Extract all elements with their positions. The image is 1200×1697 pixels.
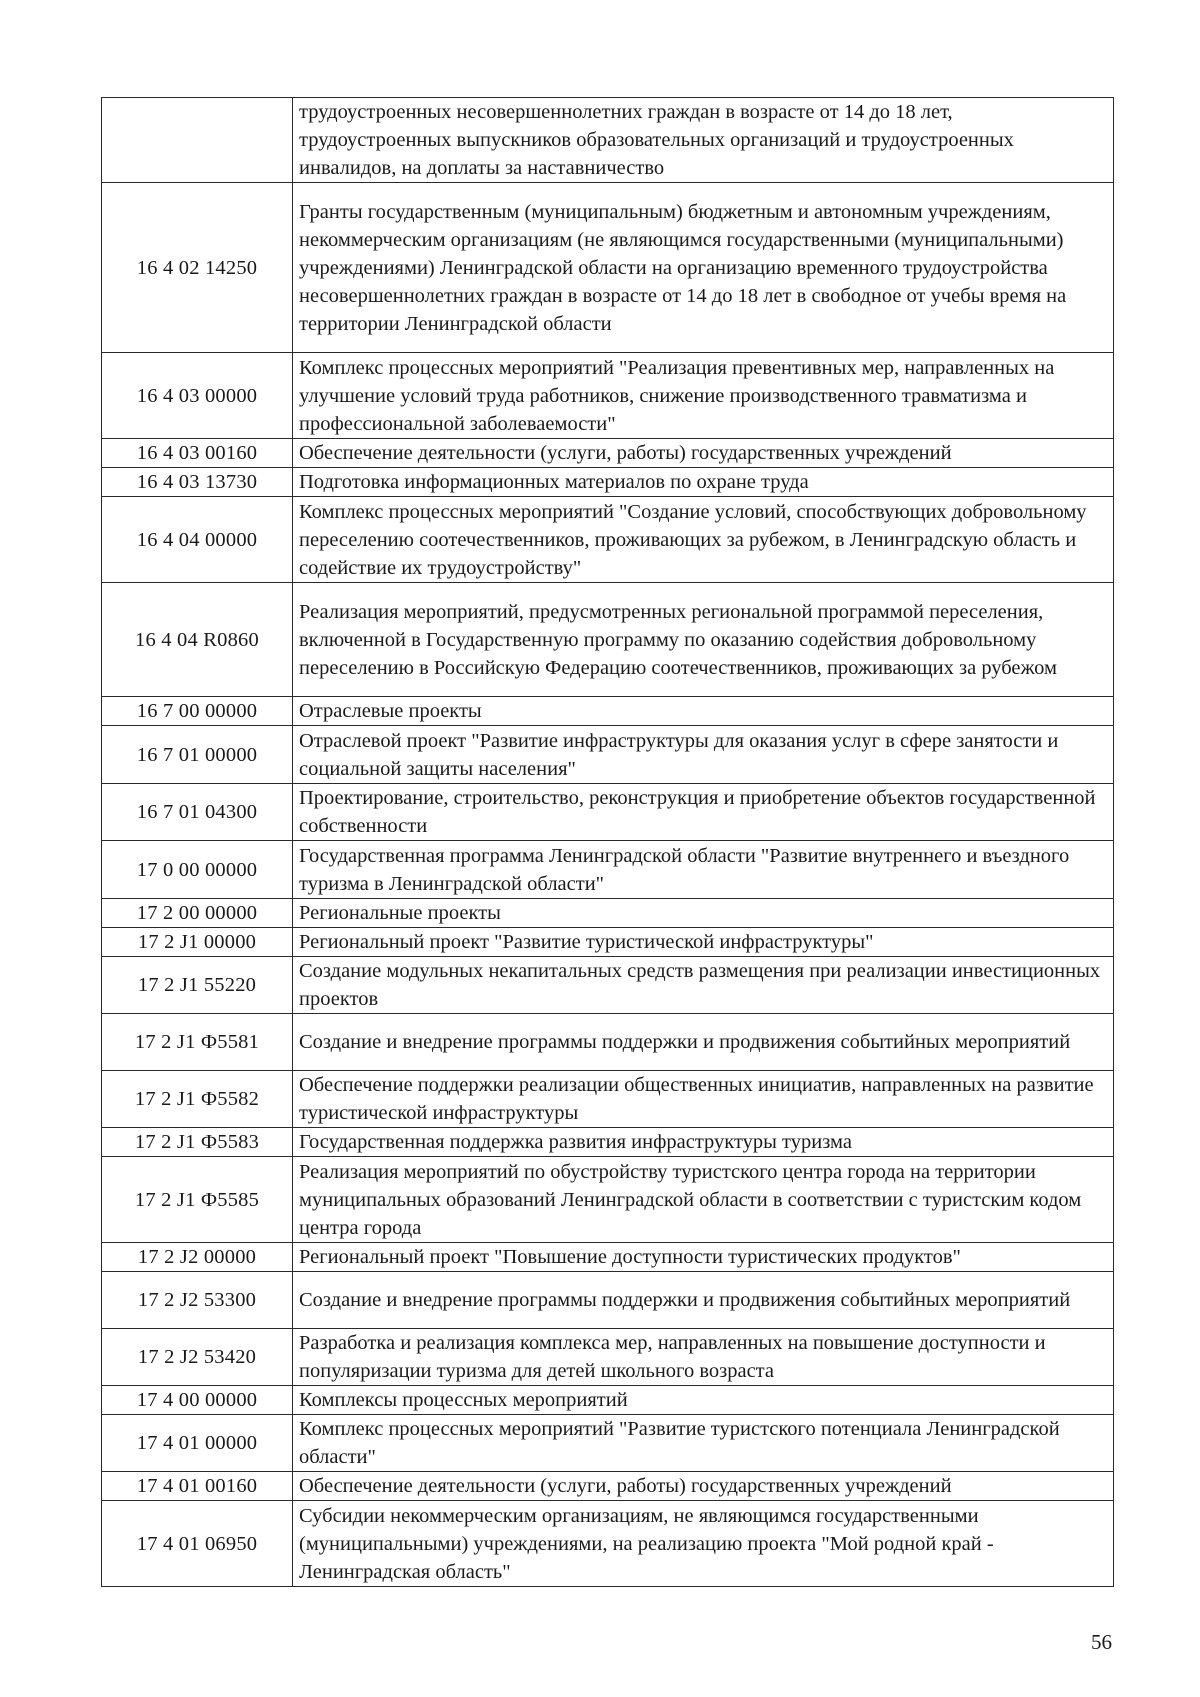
row-name: Комплекс процессных мероприятий "Реализация превентивных мер, направленных на улучшение условий труда работников, снижение производственного травматизма и профессиональной заболеваемости"	[293, 353, 1114, 439]
row-name: Обеспечение поддержки реализации общественных инициатив, направленных на развитие туристической инфраструктуры	[293, 1071, 1114, 1128]
row-name: Государственная программа Ленинградской области "Развитие внутреннего и въездного туризма в Ленинградской области"	[293, 841, 1114, 899]
table-row	[102, 1272, 1114, 1329]
row-name: Региональные проекты	[293, 899, 1114, 928]
row-code: 16 7 01 04300	[102, 784, 293, 841]
row-code: 16 7 01 00000	[102, 726, 293, 784]
row-name: трудоустроенных несовершеннолетних граждан в возрасте от 14 до 18 лет, трудоустроенных выпускников образовательных организаций и трудоустроенных инвалидов, на доплаты за наставничество	[293, 98, 1114, 183]
row-code: 17 0 00 00000	[102, 841, 293, 899]
row-name: Региональный проект "Повышение доступности туристических продуктов"	[293, 1243, 1114, 1272]
row-code: 17 2 J1 Ф5583	[102, 1128, 293, 1157]
table-row	[102, 1386, 1114, 1415]
row-name: Отраслевой проект "Развитие инфраструктуры для оказания услуг в сфере занятости и социальной защиты населения"	[293, 726, 1114, 784]
row-name: Субсидии некоммерческим организациям, не являющимся государственными (муниципальными) учреждениями, на реализацию проекта "Мой родной край - Ленинградская область"	[293, 1501, 1114, 1587]
row-code: 17 2 00 00000	[102, 899, 293, 928]
row-code: 17 4 01 00000	[102, 1415, 293, 1472]
row-name: Отраслевые проекты	[293, 697, 1114, 726]
table-row	[102, 1243, 1114, 1272]
row-name: Создание и внедрение программы поддержки и продвижения событийных мероприятий	[293, 1014, 1114, 1071]
table-row	[102, 583, 1114, 697]
table-row	[102, 697, 1114, 726]
table-row	[102, 784, 1114, 841]
row-name: Обеспечение деятельности (услуги, работы) государственных учреждений	[293, 439, 1114, 468]
table-row	[102, 1071, 1114, 1128]
table-row	[102, 468, 1114, 497]
row-code: 17 2 J2 53420	[102, 1329, 293, 1386]
row-code: 17 2 J1 55220	[102, 957, 293, 1014]
row-code	[102, 98, 293, 183]
table-row	[102, 1014, 1114, 1071]
row-code: 16 4 02 14250	[102, 183, 293, 353]
table-row	[102, 98, 1114, 183]
row-name: Комплекс процессных мероприятий "Создание условий, способствующих добровольному переселению соотечественников, проживающих за рубежом, в Ленинградскую область и содействие их трудоустройству"	[293, 497, 1114, 583]
row-code: 16 4 03 13730	[102, 468, 293, 497]
row-code: 16 4 04 R0860	[102, 583, 293, 697]
table-row	[102, 1415, 1114, 1472]
row-code: 17 2 J1 Ф5581	[102, 1014, 293, 1071]
table-row	[102, 1501, 1114, 1587]
table-body	[102, 98, 1114, 1587]
row-name: Создание и внедрение программы поддержки и продвижения событийных мероприятий	[293, 1272, 1114, 1329]
row-name: Реализация мероприятий, предусмотренных региональной программой переселения, включенной в Государственную программу по оказанию содействия добровольному переселению в Российскую Федерацию соотечественников, проживающих за рубежом	[293, 583, 1114, 697]
table-row	[102, 183, 1114, 353]
table-row	[102, 1128, 1114, 1157]
row-name: Обеспечение деятельности (услуги, работы) государственных учреждений	[293, 1472, 1114, 1501]
table-row	[102, 841, 1114, 899]
row-code: 17 4 01 00160	[102, 1472, 293, 1501]
row-name: Гранты государственным (муниципальным) бюджетным и автономным учреждениям, некоммерческим организациям (не являющимся государственными (муниципальными) учреждениями) Ленинградской области на организацию временного трудоустройства несовершеннолетних граждан в возрасте от 14 до 18 лет в свободное от учебы время на территории Ленинградской области	[293, 183, 1114, 353]
row-name: Разработка и реализация комплекса мер, направленных на повышение доступности и популяризации туризма для детей школьного возраста	[293, 1329, 1114, 1386]
row-code: 16 4 04 00000	[102, 497, 293, 583]
table-row	[102, 899, 1114, 928]
row-code: 16 7 00 00000	[102, 697, 293, 726]
row-name: Комплексы процессных мероприятий	[293, 1386, 1114, 1415]
budget-classification-table	[101, 97, 1114, 1587]
row-code: 17 2 J2 53300	[102, 1272, 293, 1329]
row-code: 16 4 03 00000	[102, 353, 293, 439]
row-name: Подготовка информационных материалов по охране труда	[293, 468, 1114, 497]
row-code: 17 4 00 00000	[102, 1386, 293, 1415]
table-row	[102, 1472, 1114, 1501]
table-row	[102, 928, 1114, 957]
row-name: Государственная поддержка развития инфраструктуры туризма	[293, 1128, 1114, 1157]
row-name: Создание модульных некапитальных средств размещения при реализации инвестиционных проектов	[293, 957, 1114, 1014]
page-number: 56	[1091, 1630, 1112, 1654]
table-row	[102, 1157, 1114, 1243]
row-code: 17 2 J2 00000	[102, 1243, 293, 1272]
row-name: Реализация мероприятий по обустройству туристского центра города на территории муниципальных образований Ленинградской области в соответствии с туристским кодом центра города	[293, 1157, 1114, 1243]
row-code: 17 2 J1 Ф5582	[102, 1071, 293, 1128]
row-name: Проектирование, строительство, реконструкция и приобретение объектов государственной собственности	[293, 784, 1114, 841]
table-row	[102, 957, 1114, 1014]
table-row	[102, 439, 1114, 468]
row-name: Комплекс процессных мероприятий "Развитие туристского потенциала Ленинградской области"	[293, 1415, 1114, 1472]
row-code: 17 4 01 06950	[102, 1501, 293, 1587]
table-row	[102, 497, 1114, 583]
table-row	[102, 1329, 1114, 1386]
row-code: 17 2 J1 00000	[102, 928, 293, 957]
table-row	[102, 726, 1114, 784]
row-code: 16 4 03 00160	[102, 439, 293, 468]
table-row	[102, 353, 1114, 439]
row-code: 17 2 J1 Ф5585	[102, 1157, 293, 1243]
row-name: Региональный проект "Развитие туристической инфраструктуры"	[293, 928, 1114, 957]
